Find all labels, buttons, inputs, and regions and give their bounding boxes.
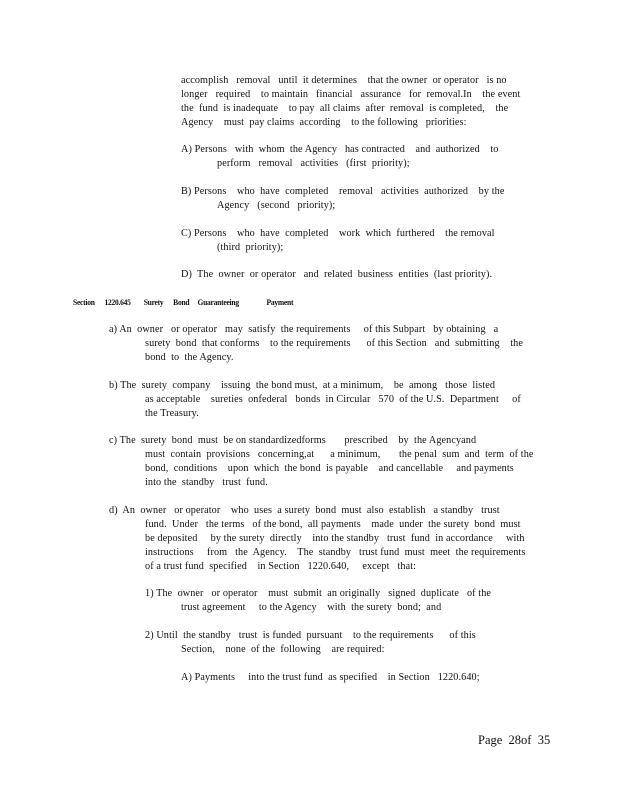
text-line: (third priority); <box>217 242 284 253</box>
text-line: A) Payments into the trust fund as specified in Section 1220.640; <box>181 672 480 683</box>
text-line: bond to the Agency. <box>145 352 234 363</box>
page-number: Page 28of 35 <box>478 733 551 747</box>
text-line: perform removal activities (first priority); <box>217 158 410 169</box>
text-line: must contain provisions concerning,at a minimum, the penal sum and term of the <box>145 449 534 460</box>
text-line: D) The owner or operator and related business entities (last priority). <box>181 269 493 280</box>
text-line: into the standby trust fund. <box>145 477 268 488</box>
text-line: of a trust fund specified in Section 1220.640, except that: <box>145 561 417 572</box>
text-line: C) Persons who have completed work which furthered the removal <box>181 228 495 239</box>
section-heading: Section 1220.645 Surety Bond Guaranteeing Payment <box>73 297 294 307</box>
text-line: A) Persons with whom the Agency has contracted and authorized to <box>181 144 499 155</box>
text-line: trust agreement to the Agency with the surety bond; and <box>181 602 442 613</box>
text-line: Section, none of the following are required: <box>181 644 385 655</box>
text-line: bond, conditions upon which the bond is payable and cancellable and payments <box>145 463 514 474</box>
text-line: be deposited by the surety directly into the standby trust fund in accordance with <box>145 533 525 544</box>
text-line: Agency must pay claims according to the following priorities: <box>181 117 467 128</box>
text-line: accomplish removal until it determines that the owner or operator is no <box>181 75 507 86</box>
text-line: fund. Under the terms of the bond, all payments made under the surety bond must <box>145 519 521 530</box>
text-line: 1) The owner or operator must submit an originally signed duplicate of the <box>145 588 492 599</box>
text-line: a) An owner or operator may satisfy the requirements of this Subpart by obtaining a <box>109 324 499 335</box>
text-line: Agency (second priority); <box>217 200 336 211</box>
text-line: longer required to maintain financial assurance for removal.In the event <box>181 89 521 100</box>
text-line: d) An owner or operator who uses a surety bond must also establish a standby trust <box>109 505 500 516</box>
text-line: the fund is inadequate to pay all claims after removal is completed, the <box>181 103 509 114</box>
text-line: 2) Until the standby trust is funded pursuant to the requirements of this <box>145 630 476 641</box>
text-line: B) Persons who have completed removal activities authorized by the <box>181 186 505 197</box>
text-line: as acceptable sureties onfederal bonds in Circular 570 of the U.S. Department of <box>145 394 521 405</box>
text-line: surety bond that conforms to the requirements of this Section and submitting the <box>145 338 523 349</box>
text-line: instructions from the Agency. The standby trust fund must meet the requirements <box>145 547 526 558</box>
text-line: b) The surety company issuing the bond must, at a minimum, be among those listed <box>109 380 496 391</box>
text-line: the Treasury. <box>145 408 199 419</box>
text-line: c) The surety bond must be on standardizedforms prescribed by the Agencyand <box>109 435 477 446</box>
